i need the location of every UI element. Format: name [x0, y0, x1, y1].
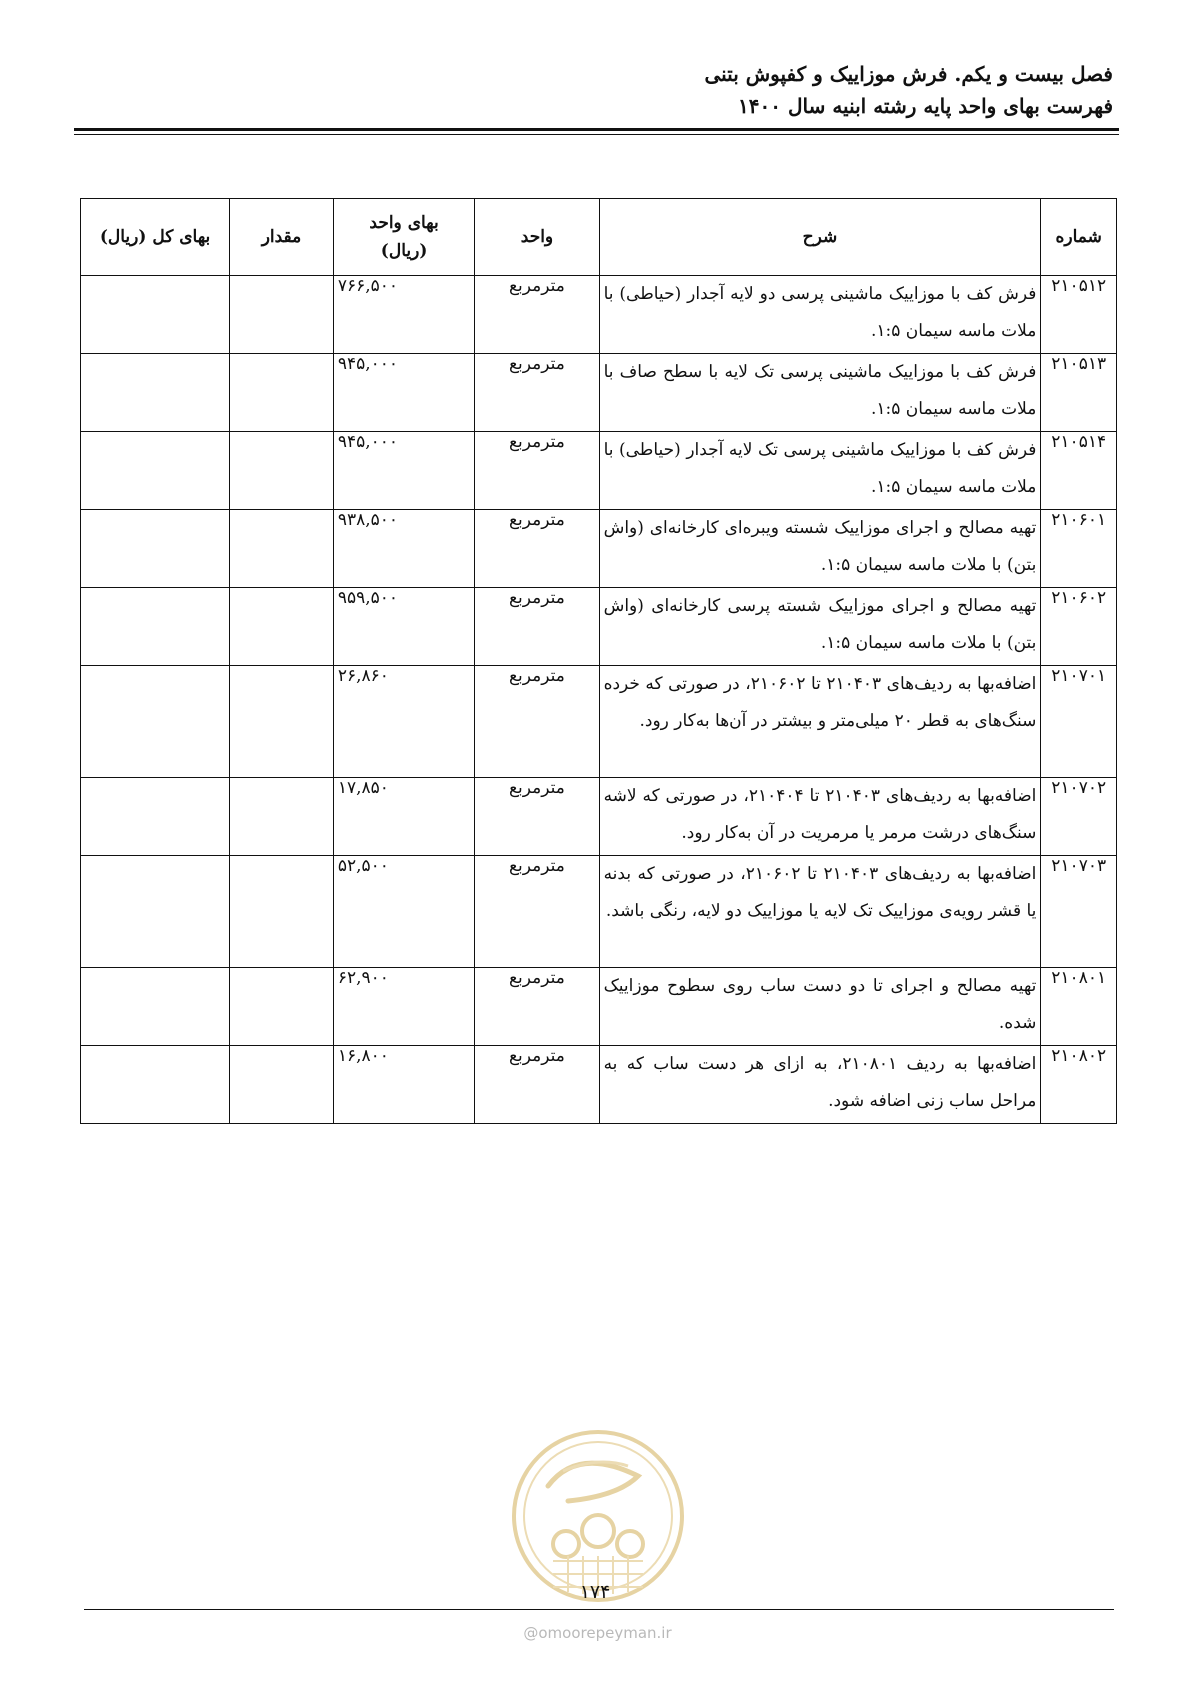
row-code: ۲۱۰۷۰۱	[1041, 666, 1117, 778]
row-total-price	[81, 666, 230, 778]
row-description: اضافه‌بها به ردیف‌های ۲۱۰۴۰۳ تا ۲۱۰۴۰۴، در صورتی که لاشه سنگ‌های درشت مرمر یا مرمریت در آن به‌کار رود.	[599, 778, 1041, 856]
row-quantity	[230, 1046, 334, 1124]
row-description: فرش کف با موزاییک ماشینی پرسی تک لایه آجدار (حیاطی) با ملات ماسه سیمان ۱:۵.	[599, 432, 1041, 510]
table-row	[81, 588, 1117, 666]
row-description: اضافه‌بها به ردیف‌های ۲۱۰۴۰۳ تا ۲۱۰۶۰۲، در صورتی که بدنه یا قشر رویه‌ی موزاییک تک لایه یا موزاییک دو لایه، رنگی باشد.	[599, 856, 1041, 968]
row-code: ۲۱۰۵۱۴	[1041, 432, 1117, 510]
row-unit-price: ۵۲,۵۰۰	[333, 856, 475, 968]
watermark-text: @omoorepeyman.ir	[523, 1624, 672, 1642]
price-table	[80, 198, 1117, 1124]
row-description: فرش کف با موزاییک ماشینی پرسی دو لایه آجدار (حیاطی) با ملات ماسه سیمان ۱:۵.	[599, 276, 1041, 354]
row-quantity	[230, 778, 334, 856]
row-quantity	[230, 588, 334, 666]
row-unit: مترمربع	[475, 1046, 599, 1124]
row-quantity	[230, 510, 334, 588]
column-header-unit-price	[333, 199, 475, 276]
row-description: تهیه مصالح و اجرای تا دو دست ساب روی سطوح موزاییک شده.	[599, 968, 1041, 1046]
table-row	[81, 1046, 1117, 1124]
list-title: فهرست بهای واحد پایه رشته ابنیه سال ۱۴۰۰	[738, 94, 1113, 118]
row-unit: مترمربع	[475, 778, 599, 856]
page-header	[73, 58, 1113, 122]
column-header-unit: واحد	[475, 199, 599, 276]
row-unit-price: ۹۴۵,۰۰۰	[333, 432, 475, 510]
row-quantity	[230, 666, 334, 778]
unit-price-label: بهای واحد	[369, 213, 439, 233]
row-unit-price: ۶۲,۹۰۰	[333, 968, 475, 1046]
row-quantity	[230, 354, 334, 432]
column-header-description: شرح	[599, 199, 1041, 276]
row-unit-price: ۹۳۸,۵۰۰	[333, 510, 475, 588]
column-header-total-price: بهای کل (ریال)	[81, 199, 230, 276]
row-total-price	[81, 354, 230, 432]
row-quantity	[230, 276, 334, 354]
row-quantity	[230, 856, 334, 968]
row-unit: مترمربع	[475, 968, 599, 1046]
row-total-price	[81, 276, 230, 354]
table-row	[81, 432, 1117, 510]
row-code: ۲۱۰۸۰۲	[1041, 1046, 1117, 1124]
row-unit: مترمربع	[475, 432, 599, 510]
row-code: ۲۱۰۶۰۲	[1041, 588, 1117, 666]
row-description: تهیه مصالح و اجرای موزاییک شسته ویبره‌ای کارخانه‌ای (واش بتن) با ملات ماسه سیمان ۱:۵.	[599, 510, 1041, 588]
header-rule-thin	[74, 134, 1119, 135]
row-unit-price: ۷۶۶,۵۰۰	[333, 276, 475, 354]
row-description: فرش کف با موزاییک ماشینی پرسی تک لایه با سطح صاف با ملات ماسه سیمان ۱:۵.	[599, 354, 1041, 432]
chapter-title: فصل بیست و یکم. فرش موزاییک و کفپوش بتنی	[704, 62, 1113, 86]
unit-price-currency: (ریال)	[380, 241, 428, 261]
table-row	[81, 666, 1117, 778]
column-header-quantity: مقدار	[230, 199, 334, 276]
row-unit-price: ۹۴۵,۰۰۰	[333, 354, 475, 432]
row-description: تهیه مصالح و اجرای موزاییک شسته پرسی کارخانه‌ای (واش بتن) با ملات ماسه سیمان ۱:۵.	[599, 588, 1041, 666]
row-quantity	[230, 432, 334, 510]
row-unit-price: ۹۵۹,۵۰۰	[333, 588, 475, 666]
row-total-price	[81, 588, 230, 666]
row-total-price	[81, 778, 230, 856]
header-rule-thick	[74, 128, 1119, 131]
watermark-seal-logo	[508, 1426, 688, 1606]
row-unit: مترمربع	[475, 856, 599, 968]
row-code: ۲۱۰۵۱۳	[1041, 354, 1117, 432]
table-row	[81, 778, 1117, 856]
row-unit: مترمربع	[475, 510, 599, 588]
row-total-price	[81, 856, 230, 968]
column-header-number: شماره	[1041, 199, 1117, 276]
row-code: ۲۱۰۷۰۳	[1041, 856, 1117, 968]
table-row	[81, 276, 1117, 354]
row-total-price	[81, 510, 230, 588]
table-row	[81, 856, 1117, 968]
table-row	[81, 510, 1117, 588]
row-unit-price: ۱۷,۸۵۰	[333, 778, 475, 856]
row-code: ۲۱۰۷۰۲	[1041, 778, 1117, 856]
row-description: اضافه‌بها به ردیف ۲۱۰۸۰۱، به ازای هر دست ساب که به مراحل ساب زنی اضافه شود.	[599, 1046, 1041, 1124]
row-description: اضافه‌بها به ردیف‌های ۲۱۰۴۰۳ تا ۲۱۰۶۰۲، در صورتی که خرده سنگ‌های به قطر ۲۰ میلی‌متر و بیشتر در آن‌ها به‌کار رود.	[599, 666, 1041, 778]
row-total-price	[81, 1046, 230, 1124]
row-code: ۲۱۰۶۰۱	[1041, 510, 1117, 588]
row-unit: مترمربع	[475, 588, 599, 666]
row-unit: مترمربع	[475, 276, 599, 354]
page-number: ۱۷۴	[579, 1581, 611, 1603]
row-total-price	[81, 968, 230, 1046]
row-unit: مترمربع	[475, 666, 599, 778]
row-unit-price: ۲۶,۸۶۰	[333, 666, 475, 778]
table-row	[81, 968, 1117, 1046]
table-header-row	[81, 199, 1117, 276]
row-total-price	[81, 432, 230, 510]
table-row	[81, 354, 1117, 432]
row-quantity	[230, 968, 334, 1046]
row-unit-price: ۱۶,۸۰۰	[333, 1046, 475, 1124]
row-unit: مترمربع	[475, 354, 599, 432]
row-code: ۲۱۰۸۰۱	[1041, 968, 1117, 1046]
footer-rule	[84, 1609, 1114, 1610]
row-code: ۲۱۰۵۱۲	[1041, 276, 1117, 354]
